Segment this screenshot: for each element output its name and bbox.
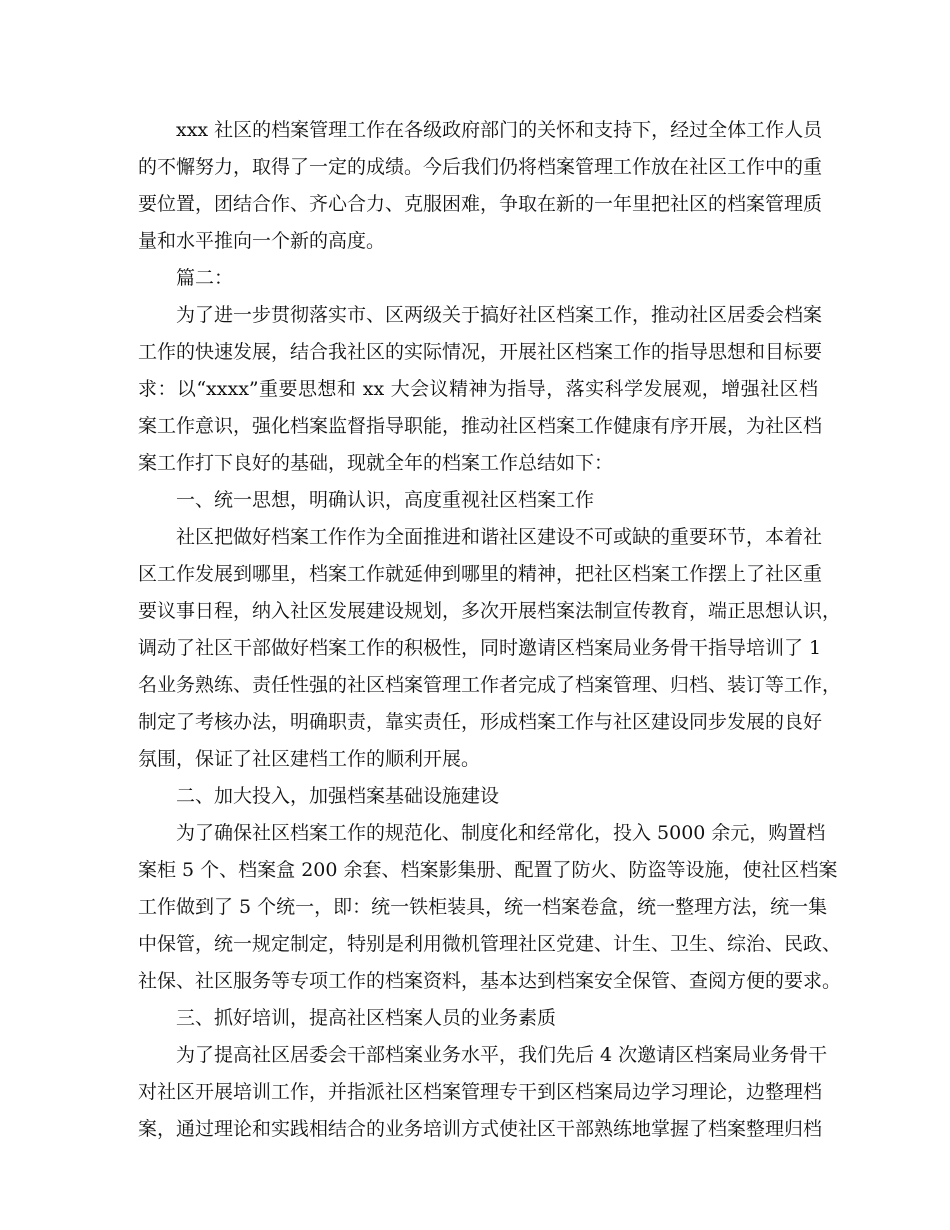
text-line: 氛围，保证了社区建档工作的顺利开展。 bbox=[138, 748, 481, 770]
text-line: 工作做到了 5 个统一，即：统一铁柜装具，统一档案卷盒，统一整理方法，统一集 bbox=[138, 896, 828, 918]
document-body bbox=[138, 112, 842, 1148]
text-line: xxx 社区的档案管理工作在各级政府部门的关怀和支持下，经过全体工作人员 bbox=[176, 119, 823, 141]
text-line: 为了进一步贯彻落实市、区两级关于搞好社区档案工作，推动社区居委会档案 bbox=[176, 304, 823, 326]
text-line: 为了确保社区档案工作的规范化、制度化和经常化，投入 5000 余元，购置档 bbox=[176, 822, 826, 844]
section-heading bbox=[138, 778, 818, 815]
text-line: 区工作发展到哪里，档案工作就延伸到哪里的精神，把社区档案工作摆上了社区重 bbox=[138, 563, 823, 585]
text-line: 为了提高社区居委会干部档案业务水平，我们先后 4 次邀请区档案局业务骨干 bbox=[176, 1044, 828, 1066]
text-line: 社保、社区服务等专项工作的档案资料，基本达到档案安全保管、查阅方便的要求。 bbox=[138, 970, 842, 992]
text-line: 的不懈努力，取得了一定的成绩。今后我们仍将档案管理工作放在社区工作中的重 bbox=[138, 156, 823, 178]
text-line: 对社区开展培训工作，并指派社区档案管理专干到区档案局边学习理论，边整理档 bbox=[138, 1081, 823, 1103]
text-line: 中保管，统一规定制定，特别是利用微机管理社区党建、计生、卫生、综治、民政、 bbox=[138, 933, 842, 955]
text-line: 案工作打下良好的基础，现就全年的档案工作总结如下： bbox=[138, 452, 614, 474]
paragraph bbox=[138, 1037, 828, 1148]
paragraph bbox=[138, 112, 823, 260]
text-line: 二、加大投入，加强档案基础设施建设 bbox=[176, 785, 500, 807]
text-line: 社区把做好档案工作作为全面推进和谐社区建设不可或缺的重要环节，本着社 bbox=[176, 526, 823, 548]
text-line: 求：以“xxxx”重要思想和 xx 大会议精神为指导，落实科学发展观，增强社区档 bbox=[138, 378, 818, 400]
text-line: 篇二： bbox=[176, 267, 234, 289]
text-line: 名业务熟练、责任性强的社区档案管理工作者完成了档案管理、归档、装订等工作， bbox=[138, 674, 842, 696]
text-line: 制定了考核办法，明确职责，靠实责任，形成档案工作与社区建设同步发展的良好 bbox=[138, 711, 823, 733]
paragraph bbox=[138, 519, 842, 778]
text-line: 案工作意识，强化档案监督指导职能，推动社区档案工作健康有序开展，为社区档 bbox=[138, 415, 823, 437]
text-line: 量和水平推向一个新的高度。 bbox=[138, 230, 386, 252]
text-line: 调动了社区干部做好档案工作的积极性，同时邀请区档案局业务骨干指导培训了 1 bbox=[138, 637, 822, 659]
text-line: 案，通过理论和实践相结合的业务培训方式使社区干部熟练地掌握了档案整理归档 bbox=[138, 1118, 823, 1140]
text-line: 三、抓好培训，提高社区档案人员的业务素质 bbox=[176, 1007, 557, 1029]
text-line: 要议事日程，纳入社区发展建设规划，多次开展档案法制宣传教育，端正思想认识， bbox=[138, 600, 842, 622]
text-line: 工作的快速发展，结合我社区的实际情况，开展社区档案工作的指导思想和目标要 bbox=[138, 341, 823, 363]
text-line: 一、统一思想，明确认识，高度重视社区档案工作 bbox=[176, 489, 595, 511]
section-heading bbox=[138, 1000, 818, 1037]
section-heading bbox=[138, 482, 818, 519]
paragraph bbox=[138, 297, 823, 482]
text-line: 要位置，团结合作、齐心合力、克服困难，争取在新的一年里把社区的档案管理质 bbox=[138, 193, 823, 215]
section-heading bbox=[138, 260, 818, 297]
paragraph bbox=[138, 815, 842, 1000]
text-line: 案柜 5 个、档案盒 200 余套、档案影集册、配置了防火、防盗等设施，使社区档案 bbox=[138, 859, 838, 881]
